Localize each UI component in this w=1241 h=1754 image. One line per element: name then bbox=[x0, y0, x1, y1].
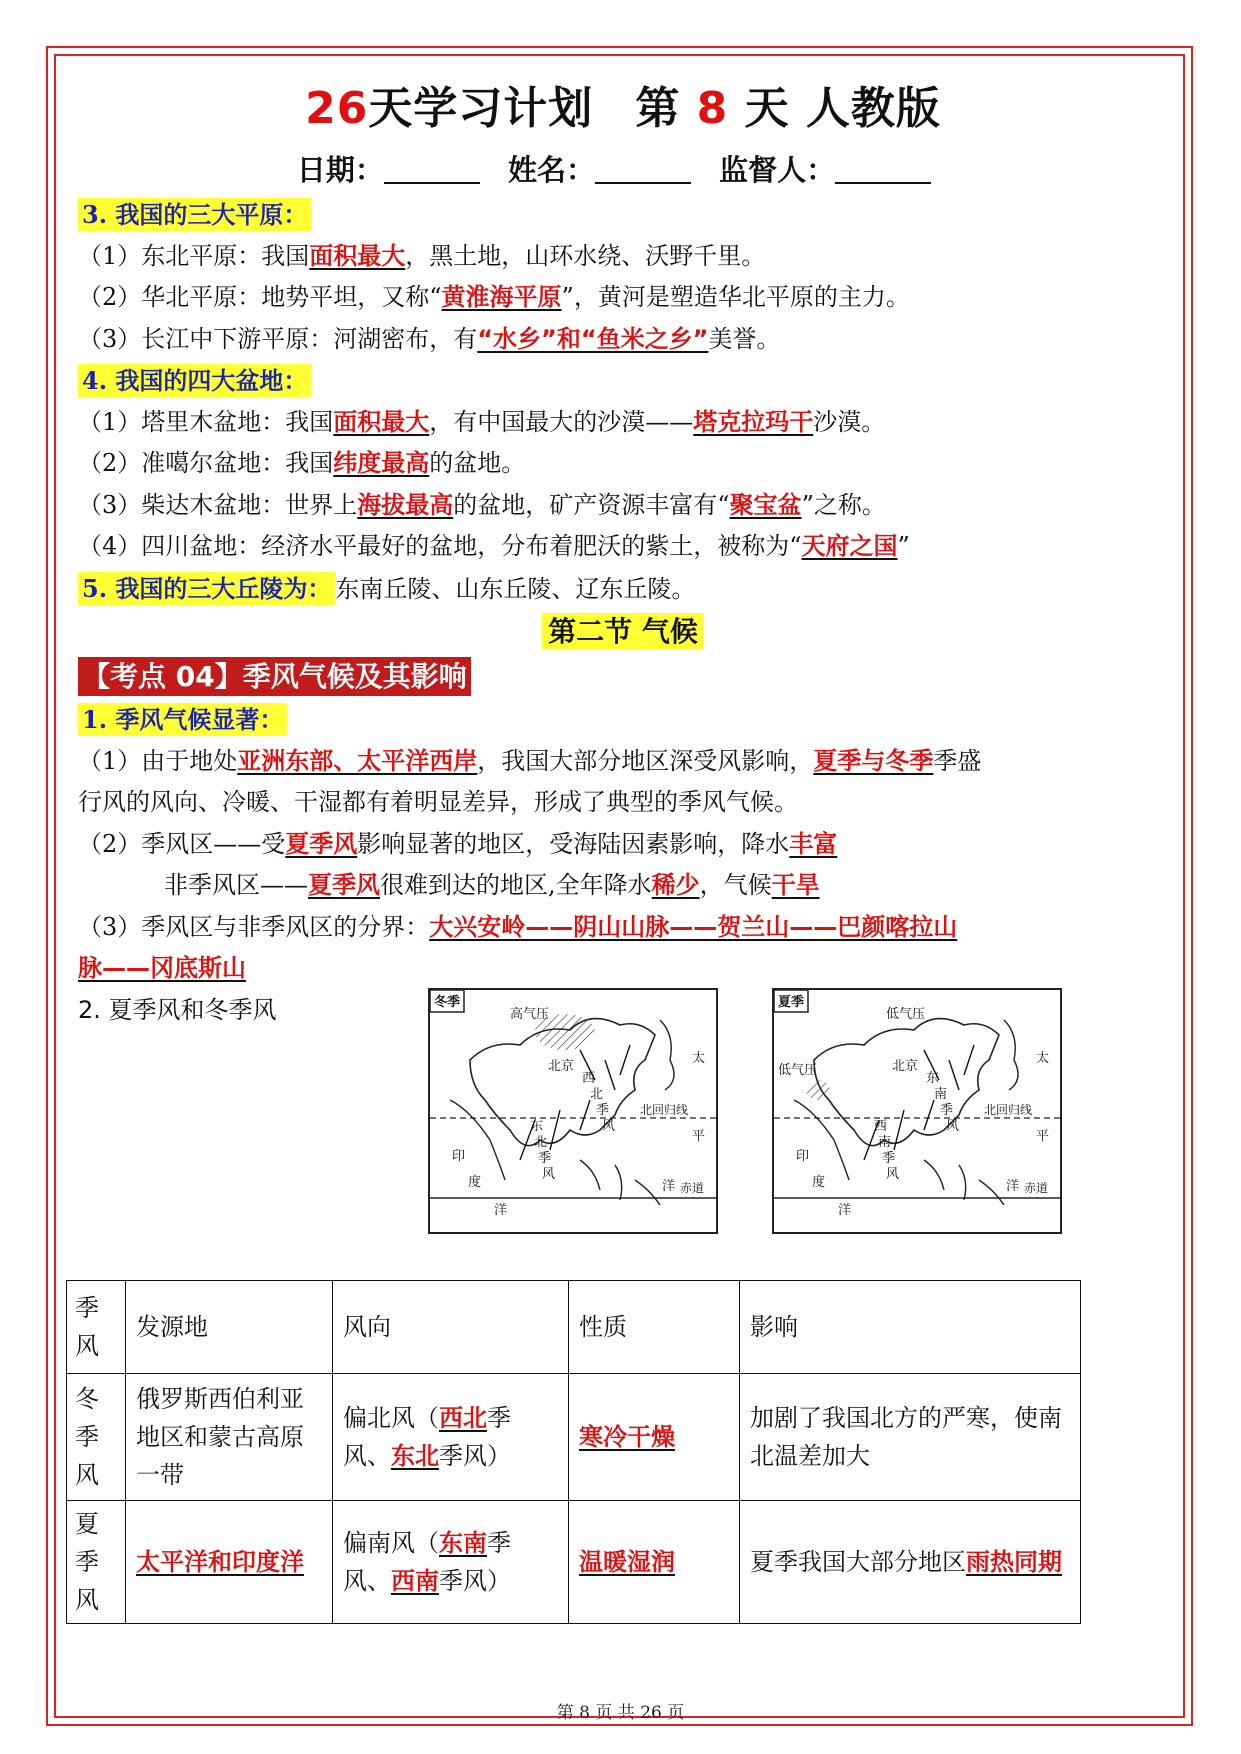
svg-text:季: 季 bbox=[882, 1151, 896, 1166]
supervisor-blank[interactable] bbox=[835, 152, 931, 184]
monsoon-line-6: 脉——冈底斯山 bbox=[78, 954, 246, 982]
svg-text:南: 南 bbox=[934, 1087, 948, 1102]
date-blank[interactable] bbox=[384, 152, 480, 184]
svg-text:平: 平 bbox=[1036, 1129, 1050, 1144]
svg-text:北: 北 bbox=[590, 1087, 604, 1102]
svg-text:低气压: 低气压 bbox=[778, 1063, 818, 1078]
svg-text:南: 南 bbox=[878, 1135, 892, 1150]
info-line bbox=[78, 148, 1168, 194]
svg-text:北回归线: 北回归线 bbox=[984, 1103, 1033, 1117]
svg-text:印: 印 bbox=[452, 1149, 466, 1164]
date-label: 日期： bbox=[296, 153, 384, 187]
svg-text:东: 东 bbox=[530, 1119, 544, 1134]
svg-text:北: 北 bbox=[534, 1135, 548, 1150]
table-header-row bbox=[67, 1281, 1081, 1374]
svg-text:风: 风 bbox=[886, 1167, 900, 1182]
table-row: 夏季风 太平洋和印度洋 偏南风（东南季风、西南季风） 温暖湿润 夏季我国大部分地区雨热同期 bbox=[67, 1501, 1081, 1624]
svg-text:赤道: 赤道 bbox=[1024, 1181, 1049, 1195]
sub-heading-2: 2. 夏季风和冬季风 bbox=[78, 995, 277, 1024]
svg-text:风: 风 bbox=[542, 1167, 556, 1182]
svg-text:太: 太 bbox=[692, 1051, 706, 1066]
page-footer: 第 8 页 共 26 页 bbox=[556, 1703, 685, 1723]
name-blank[interactable] bbox=[595, 152, 691, 184]
svg-text:印: 印 bbox=[796, 1149, 810, 1164]
document-body bbox=[78, 70, 1168, 1031]
svg-text:季: 季 bbox=[940, 1103, 954, 1118]
header-cell: 性质 bbox=[569, 1281, 740, 1374]
basin-item-3: （3）柴达木盆地：世界上海拔最高的盆地，矿产资源丰富有“聚宝盆”之称。 bbox=[78, 490, 886, 519]
winter-monsoon-map bbox=[428, 988, 718, 1234]
svg-text:低气压: 低气压 bbox=[886, 1007, 926, 1022]
monsoon-line-1: （1）由于地处亚洲东部、太平洋西岸，我国大部分地区深受风影响，夏季与冬季季盛 bbox=[78, 746, 982, 775]
summer-monsoon-map bbox=[772, 988, 1062, 1234]
name-label: 姓名： bbox=[507, 153, 595, 187]
monsoon-line-5: （3）季风区与非季风区的分界：大兴安岭——阴山山脉——贺兰山——巴颜喀拉山 bbox=[78, 912, 958, 941]
svg-text:洋: 洋 bbox=[494, 1203, 508, 1218]
basins-heading: 4. 我国的四大盆地： bbox=[78, 360, 1168, 402]
map-season-label: 冬季 bbox=[434, 995, 461, 1010]
svg-text:北回归线: 北回归线 bbox=[640, 1103, 689, 1117]
header-cell: 影响 bbox=[740, 1281, 1081, 1374]
svg-text:风: 风 bbox=[946, 1119, 960, 1134]
basin-item-2: （2）准噶尔盆地：我国纬度最高的盆地。 bbox=[78, 449, 526, 477]
hills-line: 5. 我国的三大丘陵为： 东南丘陵、山东丘陵、辽东丘陵。 bbox=[78, 568, 1168, 610]
kaodian-banner: 【考点 04】季风气候及其影响 bbox=[78, 655, 1168, 699]
table-row: 冬季风 俄罗斯西伯利亚地区和蒙古高原一带 偏北风（西北季风、东北季风） 寒冷干燥 加剧了我国北方的严寒，使南北温差加大 bbox=[67, 1374, 1081, 1501]
svg-text:度: 度 bbox=[468, 1175, 482, 1190]
svg-text:西: 西 bbox=[874, 1119, 888, 1134]
svg-text:赤道: 赤道 bbox=[680, 1181, 705, 1195]
page-title: 26天学习计划 第 8 天 人教版 bbox=[305, 83, 941, 134]
svg-text:东: 东 bbox=[926, 1071, 940, 1086]
svg-text:洋: 洋 bbox=[838, 1203, 852, 1218]
svg-text:洋: 洋 bbox=[1006, 1179, 1020, 1194]
basin-item-1: （1）塔里木盆地：我国面积最大，有中国最大的沙漠——塔克拉玛干沙漠。 bbox=[78, 407, 886, 436]
svg-text:度: 度 bbox=[812, 1175, 826, 1190]
svg-text:风: 风 bbox=[602, 1119, 616, 1134]
supervisor-label: 监督人： bbox=[719, 153, 836, 187]
svg-text:北京: 北京 bbox=[892, 1059, 919, 1074]
svg-text:北京: 北京 bbox=[548, 1059, 575, 1074]
monsoon-maps bbox=[428, 988, 1068, 1234]
svg-text:洋: 洋 bbox=[662, 1179, 676, 1194]
monsoon-line-4: 非季风区——夏季风很难到达的地区,全年降水稀少，气候干旱 bbox=[164, 871, 820, 899]
plain-item-3: （3）长江中下游平原：河湖密布，有“水乡”和“鱼米之乡”美誉。 bbox=[78, 324, 781, 353]
svg-text:高气压: 高气压 bbox=[510, 1007, 550, 1022]
section-title: 第二节 气候 bbox=[78, 609, 1168, 655]
svg-text:季: 季 bbox=[596, 1103, 610, 1118]
monsoon-line-3: （2）季风区——受夏季风影响显著的地区，受海陆因素影响，降水丰富 bbox=[78, 829, 838, 858]
monsoon-table bbox=[66, 1280, 1081, 1624]
monsoon-heading: 1. 季风气候显著： bbox=[78, 699, 1168, 741]
plain-item-2: （2）华北平原：地势平坦，又称“黄淮海平原”，黄河是塑造华北平原的主力。 bbox=[78, 283, 910, 311]
header-cell: 风向 bbox=[333, 1281, 569, 1374]
svg-text:季: 季 bbox=[538, 1151, 552, 1166]
basin-item-4: （4）四川盆地：经济水平最好的盆地，分布着肥沃的紫土，被称为“天府之国” bbox=[78, 532, 910, 560]
svg-text:西: 西 bbox=[582, 1071, 596, 1086]
plain-item-1: （1）东北平原：我国面积最大，黑土地，山环水绕、沃野千里。 bbox=[78, 241, 766, 270]
svg-text:平: 平 bbox=[692, 1129, 706, 1144]
plains-heading: 3. 我国的三大平原： bbox=[78, 194, 1168, 236]
svg-text:夏季: 夏季 bbox=[778, 995, 805, 1010]
header-cell: 季风 bbox=[67, 1281, 126, 1374]
monsoon-line-2: 行风的风向、冷暖、干湿都有着明显差异，形成了典型的季风气候。 bbox=[78, 788, 798, 816]
svg-text:太: 太 bbox=[1036, 1051, 1050, 1066]
header-cell: 发源地 bbox=[126, 1281, 333, 1374]
